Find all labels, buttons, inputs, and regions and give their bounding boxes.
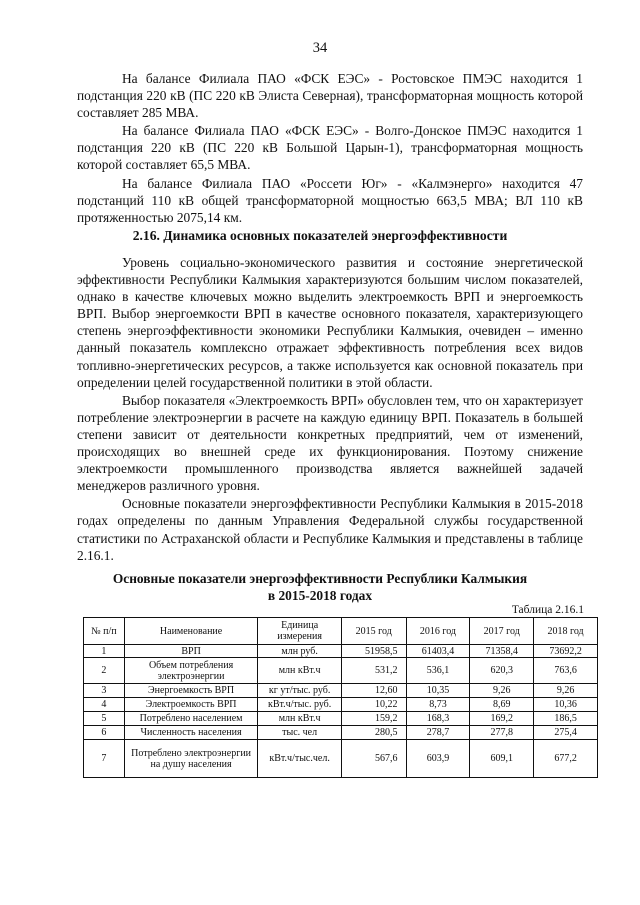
- row-name: ВРП: [124, 645, 258, 658]
- paragraph-volgo-don-pmes: На балансе Филиала ПАО «ФСК ЕЭС» - Волго-Донское ПМЭС находится 1 подстанция 220 кВ (ПС 220 кВ Большой Царын-1), трансформаторная мощность которой составляет 65,5 МВА.: [77, 123, 583, 173]
- row-2016: 168,3: [406, 712, 470, 726]
- row-2015: 159,2: [341, 712, 406, 726]
- row-2017: 609,1: [470, 740, 534, 778]
- row-number: 2: [84, 658, 125, 684]
- row-2016: 10,35: [406, 684, 470, 698]
- row-2018: 677,2: [534, 740, 598, 778]
- row-name: Численность населения: [124, 726, 258, 740]
- header-name: Наименование: [124, 618, 258, 645]
- table-row: [84, 645, 598, 658]
- row-2016: 603,9: [406, 740, 470, 778]
- row-2015: 10,22: [341, 698, 406, 712]
- row-number: 4: [84, 698, 125, 712]
- table-row: [84, 712, 598, 726]
- row-2015: 51958,5: [341, 645, 406, 658]
- header-2016: 2016 год: [406, 618, 470, 645]
- row-number: 1: [84, 645, 125, 658]
- row-unit: млн руб.: [258, 645, 342, 658]
- header-number: № п/п: [84, 618, 125, 645]
- row-2017: 277,8: [470, 726, 534, 740]
- page-number: 34: [312, 40, 328, 56]
- row-2018: 9,26: [534, 684, 598, 698]
- row-unit: млн кВт.ч: [258, 658, 342, 684]
- row-name: Потреблено населением: [124, 712, 258, 726]
- header-2017: 2017 год: [470, 618, 534, 645]
- row-2015: 531,2: [341, 658, 406, 684]
- paragraph-electro-capacity: Выбор показателя «Электроемкость ВРП» обусловлен тем, что он характеризует потребление электроэнергии в расчете на каждую единицу ВРП. Показатель в большей степени зависит от деятельности конкретных предприятий, чем от изменений, происходящих во внешней среде их функционирования. Поэтому снижение электроемкости промышленного производства является важнейшей задачей менеджеров различного уровня.: [77, 392, 583, 494]
- energy-efficiency-table: [83, 617, 598, 778]
- table-title-line-2: в 2015-2018 годах: [267, 588, 373, 603]
- row-2016: 8,73: [406, 698, 470, 712]
- row-2017: 620,3: [470, 658, 534, 684]
- row-unit: кВт.ч/тыс.чел.: [258, 740, 342, 778]
- row-2017: 9,26: [470, 684, 534, 698]
- row-2016: 278,7: [406, 726, 470, 740]
- header-2015: 2015 год: [341, 618, 406, 645]
- row-name: Электроемкость ВРП: [124, 698, 258, 712]
- header-2018: 2018 год: [534, 618, 598, 645]
- row-2018: 73692,2: [534, 645, 598, 658]
- table-row: [84, 684, 598, 698]
- row-2015: 567,6: [341, 740, 406, 778]
- row-2016: 61403,4: [406, 645, 470, 658]
- row-2017: 71358,4: [470, 645, 534, 658]
- row-number: 3: [84, 684, 125, 698]
- row-unit: кВт.ч/тыс. руб.: [258, 698, 342, 712]
- table-title: [0, 570, 640, 604]
- table-title-line-1: Основные показатели энергоэффективности Республики Калмыкия: [112, 571, 528, 586]
- row-number: 5: [84, 712, 125, 726]
- table-label: Таблица 2.16.1: [511, 604, 584, 616]
- paragraph-kalmenergo: На балансе Филиала ПАО «Россети Юг» - «Калмэнерго» находится 47 подстанций 110 кВ общей трансформаторной мощностью 663,5 МВА; ВЛ 110 кВ протяженностью 2075,14 км.: [77, 175, 583, 225]
- paragraph-rostov-pmes: На балансе Филиала ПАО «ФСК ЕЭС» - Ростовское ПМЭС находится 1 подстанция 220 кВ (ПС 220 кВ Элиста Северная), трансформаторная мощность которой составляет 285 МВА.: [77, 71, 583, 121]
- row-name: Потреблено электроэнергии на душу населения: [124, 740, 258, 778]
- row-number: 7: [84, 740, 125, 778]
- row-2015: 280,5: [341, 726, 406, 740]
- table-row: [84, 726, 598, 740]
- row-unit: тыс. чел: [258, 726, 342, 740]
- row-2016: 536,1: [406, 658, 470, 684]
- row-2017: 8,69: [470, 698, 534, 712]
- row-number: 6: [84, 726, 125, 740]
- row-name: Энергоемкость ВРП: [124, 684, 258, 698]
- row-2018: 763,6: [534, 658, 598, 684]
- row-2018: 186,5: [534, 712, 598, 726]
- row-2018: 10,36: [534, 698, 598, 712]
- intro-text: [77, 70, 583, 227]
- table-header-row: [84, 618, 598, 645]
- section-heading: 2.16. Динамика основных показателей энергоэффективности: [132, 228, 508, 243]
- row-name: Объем потребления электроэнергии: [124, 658, 258, 684]
- table-row: [84, 698, 598, 712]
- header-unit: Единица измерения: [258, 618, 342, 645]
- table-row: [84, 658, 598, 684]
- row-2017: 169,2: [470, 712, 534, 726]
- row-2018: 275,4: [534, 726, 598, 740]
- paragraph-data-source: Основные показатели энергоэффективности Республики Калмыкия в 2015-2018 годах определены по данным Управления Федеральной службы государственной статистики по Астраханской области и Республике Калмыкия и представлены в таблице 2.16.1.: [77, 496, 583, 563]
- paragraph-energy-indicators: Уровень социально-экономического развития и состояние энергетической эффективности Республики Калмыкия характеризуются большим числом показателей, однако в качестве ключевых можно выделить электроемкость ВРП и энергоемкость ВРП. Выбор энергоемкости ВРП в качестве основного показателя, характеризующего степень энергоэффективности экономики Республики Калмыкия, очевиден – именно данный показатель комплексно отражает эффективность потребления всех видов топливно-энергетических ресурсов, а также используется как основной показатель при определении целей государственной политики в этой области.: [77, 255, 583, 390]
- row-2015: 12,60: [341, 684, 406, 698]
- table-row: [84, 740, 598, 778]
- body-text: [77, 254, 583, 565]
- row-unit: кг ут/тыс. руб.: [258, 684, 342, 698]
- row-unit: млн кВт.ч: [258, 712, 342, 726]
